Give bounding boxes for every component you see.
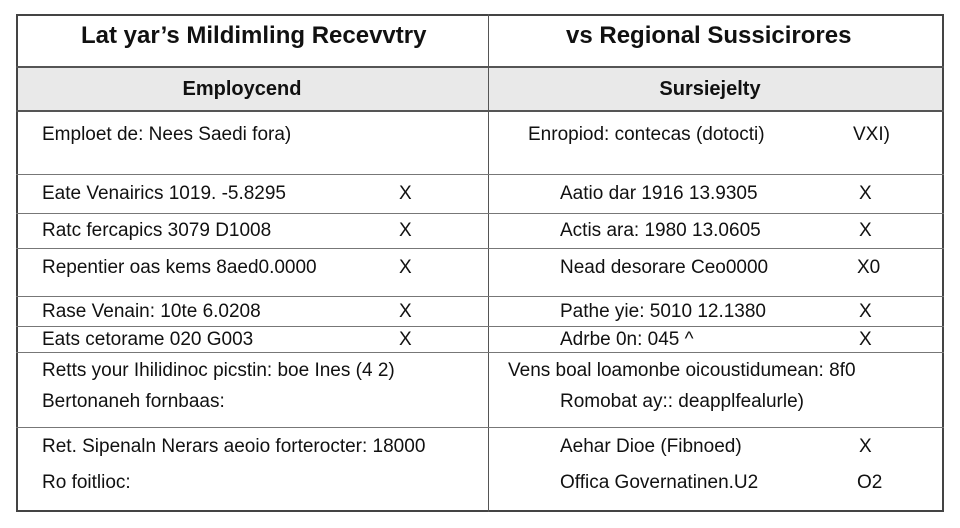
left-mark-row-5: X [399, 301, 412, 322]
right-mark-row-5: X [859, 301, 872, 322]
left-column-title: Lat yar’s Mildimling Recevvtry [81, 22, 427, 49]
left-cell-row-3: Ratc fercapics 3079 D1008 [42, 220, 272, 241]
row-divider-6 [16, 352, 944, 353]
right-footer-mark-1: X [859, 436, 872, 457]
left-subheader: Employcend [182, 78, 302, 100]
right-mark-row-6: X [859, 329, 872, 350]
row-divider-3 [16, 248, 944, 249]
left-summary-line-2: Bertonaneh fornbaas: [42, 391, 225, 412]
right-footer-line-1: Aehar Dioe (Fibnoed) [560, 436, 742, 457]
right-column-title: vs Regional Sussicirores [566, 22, 852, 49]
left-mark-row-2: X [399, 183, 412, 204]
subheader-band [18, 67, 942, 111]
left-cell-row-4: Repentier oas kems 8aed0.0000 [42, 257, 317, 278]
row-divider-header [16, 66, 944, 68]
left-mark-row-4: X [399, 257, 412, 278]
right-cell-row-4: Nead desorare Ceo0000 [560, 257, 769, 278]
right-summary-line-2: Romobat ay:: deapplfealurle) [560, 391, 804, 412]
row-divider-7 [16, 427, 944, 428]
right-mark-row-4: X0 [857, 257, 881, 278]
row-divider-1 [16, 174, 944, 175]
right-subheader: Sursiejelty [659, 78, 761, 100]
left-cell-row-1: Emploet de: Nees Saedi fora) [42, 124, 292, 145]
right-cell-row-6: Adrbe 0n: 045 ^ [560, 329, 694, 350]
left-footer-line-1: Ret. Sipenaln Nerars aeoio forterocter: 18000 [42, 436, 426, 457]
left-footer-line-2: Ro foitlioc: [42, 472, 131, 493]
right-cell-row-2: Aatio dar 1916 13.9305 [560, 183, 758, 204]
right-cell-row-5: Pathe yie: 5010 12.1380 [560, 301, 767, 322]
row-divider-2 [16, 213, 944, 214]
row-divider-5 [16, 326, 944, 327]
left-cell-row-2: Eate Venairics 1019. -5.8295 [42, 183, 287, 204]
left-summary-line-1: Retts your Ihilidinoc picstin: boe Ines (4 2) [42, 360, 395, 381]
right-mark-row-2: X [859, 183, 872, 204]
right-mark-row-1: VXI) [853, 124, 890, 145]
left-cell-row-6: Eats cetorame 020 G003 [42, 329, 254, 350]
right-mark-row-3: X [859, 220, 872, 241]
left-mark-row-3: X [399, 220, 412, 241]
right-footer-mark-2: O2 [857, 472, 883, 493]
row-divider-subheader [16, 110, 944, 112]
row-divider-4 [16, 296, 944, 297]
right-cell-row-3: Actis ara: 1980 13.0605 [560, 220, 761, 241]
column-divider [488, 14, 489, 512]
right-footer-line-2: Offica Governatinen.U2 [560, 472, 759, 493]
right-summary-line-1: Vens boal loamonbe oicoustidumean: 8f0 [508, 360, 856, 381]
left-mark-row-6: X [399, 329, 412, 350]
right-cell-row-1: Enropiod: contecas (dotocti) [528, 124, 765, 145]
left-cell-row-5: Rase Venain: 10te 6.0208 [42, 301, 261, 322]
